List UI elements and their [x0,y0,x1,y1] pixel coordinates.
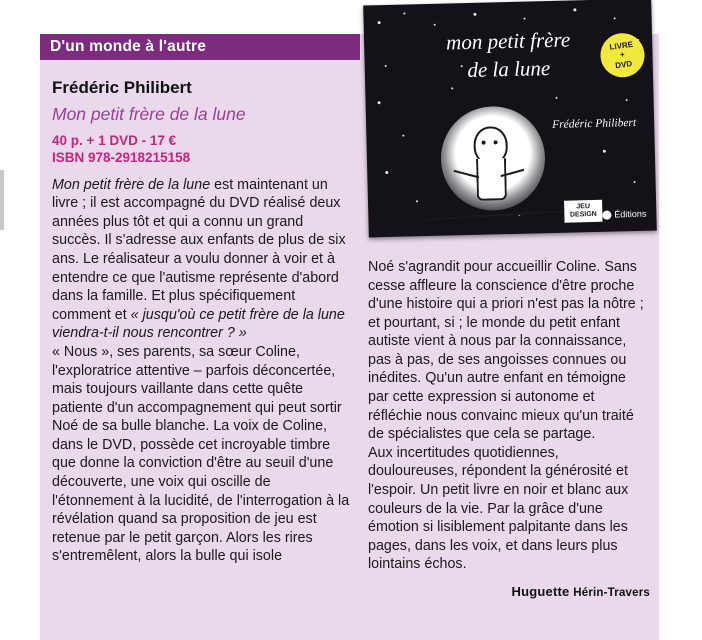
book-cover-canvas [363,0,657,237]
editions-logo-label: Éditions [614,208,647,220]
cover-title-line2: de la lune [467,55,551,82]
boy-eye-left [482,141,486,145]
left-paragraph-1 [52,176,352,343]
badge-line2: + [619,50,626,60]
cover-title-line1: mon petit frère [445,27,571,55]
jeu-logo-line1: JEU [576,203,591,211]
boy-body-illustration [476,158,507,201]
book-author: Frédéric Philibert [52,78,192,97]
left-p1-italic-lead: Mon petit frère de la lune [52,176,211,193]
left-text-column [52,78,352,566]
editions-dot-icon [602,210,611,219]
cover-author: Frédéric Philibert [552,116,637,131]
left-p1-italic-tail: « jusqu'où ce petit frère de la lune viendra-t-il nous rencontrer ? » [52,306,345,342]
editions-logo [602,209,646,220]
badge-line3: DVD [614,58,633,71]
section-header-bar [40,34,360,60]
book-title: Mon petit frère de la lune [52,104,246,124]
right-text-column [368,258,650,599]
book-cover-image [363,0,657,237]
right-paragraph-1: Noé s'agrandit pour accueillir Coline. Sans cesse affleure la conscience d'être proche d'une histoire qui a priori n'est pas la nôtre ; et pourtant, si ; le monde du petit enfant autiste vient à nous par la connaissance, pas à pas, de ses angoisses connues ou inédites. Qu'un autre enfant en témoigne par cette expression si autonome et réfléchie nous convainc mieux qu'un traité de spécialistes que cela se partage. [368,259,644,443]
jeu-de-societe-logo [564,200,603,223]
boy-eye-right [494,140,498,144]
scan-edge-artifact [0,170,4,230]
stars-decoration [363,0,651,6]
book-price: 40 p. + 1 DVD - 17 € [52,133,177,148]
signature-first-name: Huguette [511,583,570,599]
jeu-logo-line2: DESIGN [569,210,597,219]
left-p1-body: est maintenant un livre ; il est accompagné du DVD réalisé deux années plus tôt et qui a connu un grand succès. Il s'adresse aux enfants de plus de six ans. Le réalisateur a voulu donner à voir et à entendre ce que l'autisme représente d'abord dans la famille. Et plus spécifiquement comment et [52,176,346,323]
right-paragraph-2: Aux incertitudes quotidiennes, douloureuses, répondent la générosité et l'espoir. Un petit livre en noir et blanc aux couleurs de la vie. Par la grâce d'une émotion si lisiblement palpitante dans les pages, dans les voix, et dans leurs plus lointains échos. [368,444,629,573]
badge-line1: LIVRE [608,39,634,52]
book-isbn: ISBN 978-2918215158 [52,149,191,165]
signature-last-name: Hérin-Travers [573,586,650,599]
section-title: D'un monde à l'autre [50,38,207,55]
article-signature [368,584,650,599]
left-paragraph-2: « Nous », ses parents, sa sœur Coline, l'exploratrice attentive – parfois déconcertée, mais toujours vaillante dans cette quête patiente d'un accompagnement qui peut sortir Noé de sa bulle blanche. La voix de Coline, dans le DVD, possède cet incroyable timbre que donne la conviction d'être au seuil d'une découverte, une voix qui oscille de l'étonnement à la lucidité, de l'interrogation à la révélation quand sa proposition de jeu est retenue par le petit garçon. Alors les rires s'entremêlent, alors la bulle qui isole [52,343,350,565]
